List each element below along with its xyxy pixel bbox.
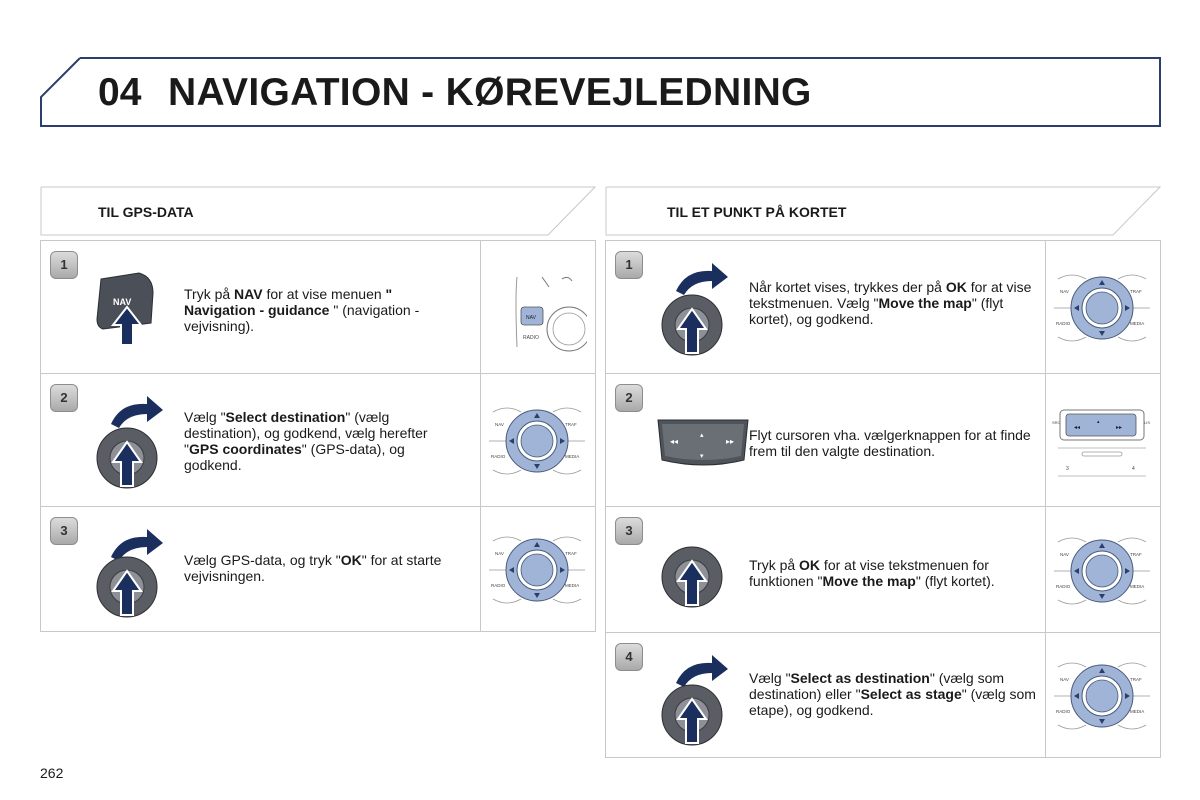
chapter-number: 04 bbox=[98, 71, 142, 114]
chapter-title: NAVIGATION - KØREVEJLEDNING bbox=[168, 71, 812, 114]
knob-press-ok-icon bbox=[91, 515, 171, 633]
step-text bbox=[184, 409, 434, 473]
thumb-nav-label: NAV bbox=[1060, 289, 1069, 294]
thumb-src-label: SRC bbox=[1052, 420, 1061, 425]
step-text-part: Tryk på bbox=[184, 286, 235, 302]
step-text-part: for at vise tekstmenuen. Vælg " bbox=[749, 279, 1032, 311]
step-text-bold: Select destination bbox=[225, 409, 346, 425]
console-knob-thumbnail bbox=[1045, 241, 1160, 373]
thumb-nav-label: NAV bbox=[1060, 551, 1069, 557]
step-number-badge: 2 bbox=[615, 384, 643, 412]
thumb-key3-label: 3 bbox=[1066, 466, 1069, 472]
step-text-bold: GPS coordinates bbox=[188, 441, 302, 457]
thumb-nav-label: NAV bbox=[1060, 677, 1069, 682]
right-step-4 bbox=[605, 632, 1161, 758]
left-step-1 bbox=[40, 240, 596, 374]
right-section-title: TIL ET PUNKT PÅ KORTET bbox=[667, 204, 847, 220]
thumb-nav-label: NAV bbox=[526, 315, 536, 321]
thumb-media-label: MEDIA bbox=[565, 583, 580, 588]
step-number-badge: 3 bbox=[50, 517, 78, 545]
svg-text:▸▸: ▸▸ bbox=[1116, 424, 1123, 431]
step-text-part: " (flyt kortet), og godkend. bbox=[749, 295, 1004, 327]
step-text-part: " (flyt kortet). bbox=[915, 573, 995, 589]
thumb-radio-label: RADIO bbox=[1056, 321, 1071, 326]
svg-text:▾: ▾ bbox=[700, 452, 704, 460]
thumb-traf-label: TRAF bbox=[1130, 289, 1142, 294]
thumb-media-label: MEDIA bbox=[1130, 321, 1145, 326]
console-knob-thumbnail bbox=[1045, 633, 1160, 757]
knob-rotate-press-icon bbox=[656, 641, 736, 759]
thumb-nav-label: NAV bbox=[495, 422, 504, 427]
console-selector-thumbnail bbox=[1045, 374, 1160, 506]
knob-rotate-press-icon bbox=[91, 382, 171, 500]
right-step-1 bbox=[605, 240, 1161, 374]
step-text bbox=[184, 286, 434, 334]
step-number-badge: 1 bbox=[615, 251, 643, 279]
step-text-bold: OK bbox=[799, 557, 821, 573]
step-text-part: Vælg " bbox=[184, 409, 226, 425]
step-text-part: Når kortet vises, trykkes der på bbox=[749, 279, 946, 295]
thumb-media-label: MEDIA bbox=[1130, 583, 1145, 589]
step-text bbox=[184, 552, 444, 584]
svg-text:◂◂: ◂◂ bbox=[670, 437, 679, 446]
thumb-lis-label: LIS bbox=[1144, 420, 1151, 425]
step-text-bold: Select as destination bbox=[790, 670, 930, 686]
step-text-part: for at vise menuen bbox=[262, 286, 386, 302]
step-text bbox=[749, 279, 1039, 327]
step-text-part: " for at starte vejvisningen. bbox=[184, 552, 442, 584]
thumb-radio-label: RADIO bbox=[491, 454, 506, 459]
left-section-title: TIL GPS-DATA bbox=[98, 204, 194, 220]
step-text-part: Flyt cursoren vha. vælgerknappen for at finde frem til den valgte destination. bbox=[749, 427, 1031, 459]
step-number-badge: 4 bbox=[615, 643, 643, 671]
thumb-media-label: MEDIA bbox=[1130, 709, 1145, 714]
thumb-traf-label: TRAF bbox=[565, 422, 577, 427]
step-text-part: Vælg GPS-data, og tryk " bbox=[184, 552, 341, 568]
thumb-radio-label: RADIO bbox=[491, 583, 506, 588]
step-text bbox=[749, 557, 1039, 589]
step-text-part: " (vælg som destination) eller " bbox=[749, 670, 1005, 702]
thumb-media-label: MEDIA bbox=[565, 454, 580, 459]
svg-text:▸▸: ▸▸ bbox=[726, 437, 735, 446]
step-text-bold: NAV bbox=[234, 286, 263, 302]
svg-text:▴: ▴ bbox=[1097, 419, 1100, 425]
thumb-radio-label: RADIO bbox=[523, 335, 539, 341]
step-text-part: Vælg " bbox=[749, 670, 791, 686]
svg-text:◂◂: ◂◂ bbox=[1074, 424, 1081, 431]
right-step-2 bbox=[605, 373, 1161, 507]
step-text-part: " (navigation - vejvisning). bbox=[184, 302, 420, 334]
step-text-part: " (vælg som etape), og godkend. bbox=[749, 686, 1036, 718]
console-knob-thumbnail bbox=[480, 507, 595, 631]
thumb-nav-label: NAV bbox=[495, 551, 504, 556]
knob-press-ok-icon bbox=[656, 249, 736, 367]
step-text bbox=[749, 427, 1039, 459]
step-text-bold: OK bbox=[945, 279, 967, 295]
nav-key-press-icon bbox=[91, 249, 171, 367]
step-text-bold: OK bbox=[340, 552, 362, 568]
left-section-header bbox=[40, 186, 596, 236]
knob-press-ok-icon bbox=[656, 515, 736, 633]
step-text-part: Tryk på bbox=[749, 557, 800, 573]
step-text-part: " (GPS-data), og godkend. bbox=[184, 441, 405, 473]
thumb-radio-label: RADIO bbox=[1056, 583, 1071, 589]
thumb-traf-label: TRAF bbox=[565, 551, 577, 556]
nav-key-label: NAV bbox=[113, 297, 132, 307]
step-number-badge: 3 bbox=[615, 517, 643, 545]
console-nav-thumbnail bbox=[480, 241, 595, 373]
console-knob-thumbnail bbox=[1045, 507, 1160, 632]
step-text bbox=[749, 670, 1044, 718]
step-text-bold: Move the map bbox=[822, 573, 916, 589]
left-step-2 bbox=[40, 373, 596, 507]
thumb-radio-label: RADIO bbox=[1056, 709, 1071, 714]
selector-pad-icon bbox=[656, 382, 752, 500]
thumb-traf-label: TRAF bbox=[1130, 677, 1142, 682]
step-number-badge: 2 bbox=[50, 384, 78, 412]
chapter-header bbox=[40, 57, 1161, 127]
step-text-bold: Move the map bbox=[878, 295, 972, 311]
step-number-badge: 1 bbox=[50, 251, 78, 279]
step-text-part: for at vise tekstmenuen for funktionen " bbox=[749, 557, 989, 589]
thumb-key4-label: 4 bbox=[1132, 466, 1135, 472]
step-text-bold: Select as stage bbox=[860, 686, 962, 702]
right-section-header bbox=[605, 186, 1161, 236]
right-step-3 bbox=[605, 506, 1161, 633]
step-text-part: " (vælg destination), og godkend, vælg herefter " bbox=[184, 409, 428, 457]
left-step-3 bbox=[40, 506, 596, 632]
page-number: 262 bbox=[40, 765, 64, 781]
step-text-bold: " Navigation - guidance bbox=[184, 286, 393, 318]
svg-text:▴: ▴ bbox=[700, 431, 704, 439]
thumb-traf-label: TRAF bbox=[1130, 551, 1142, 557]
console-knob-thumbnail bbox=[480, 374, 595, 506]
